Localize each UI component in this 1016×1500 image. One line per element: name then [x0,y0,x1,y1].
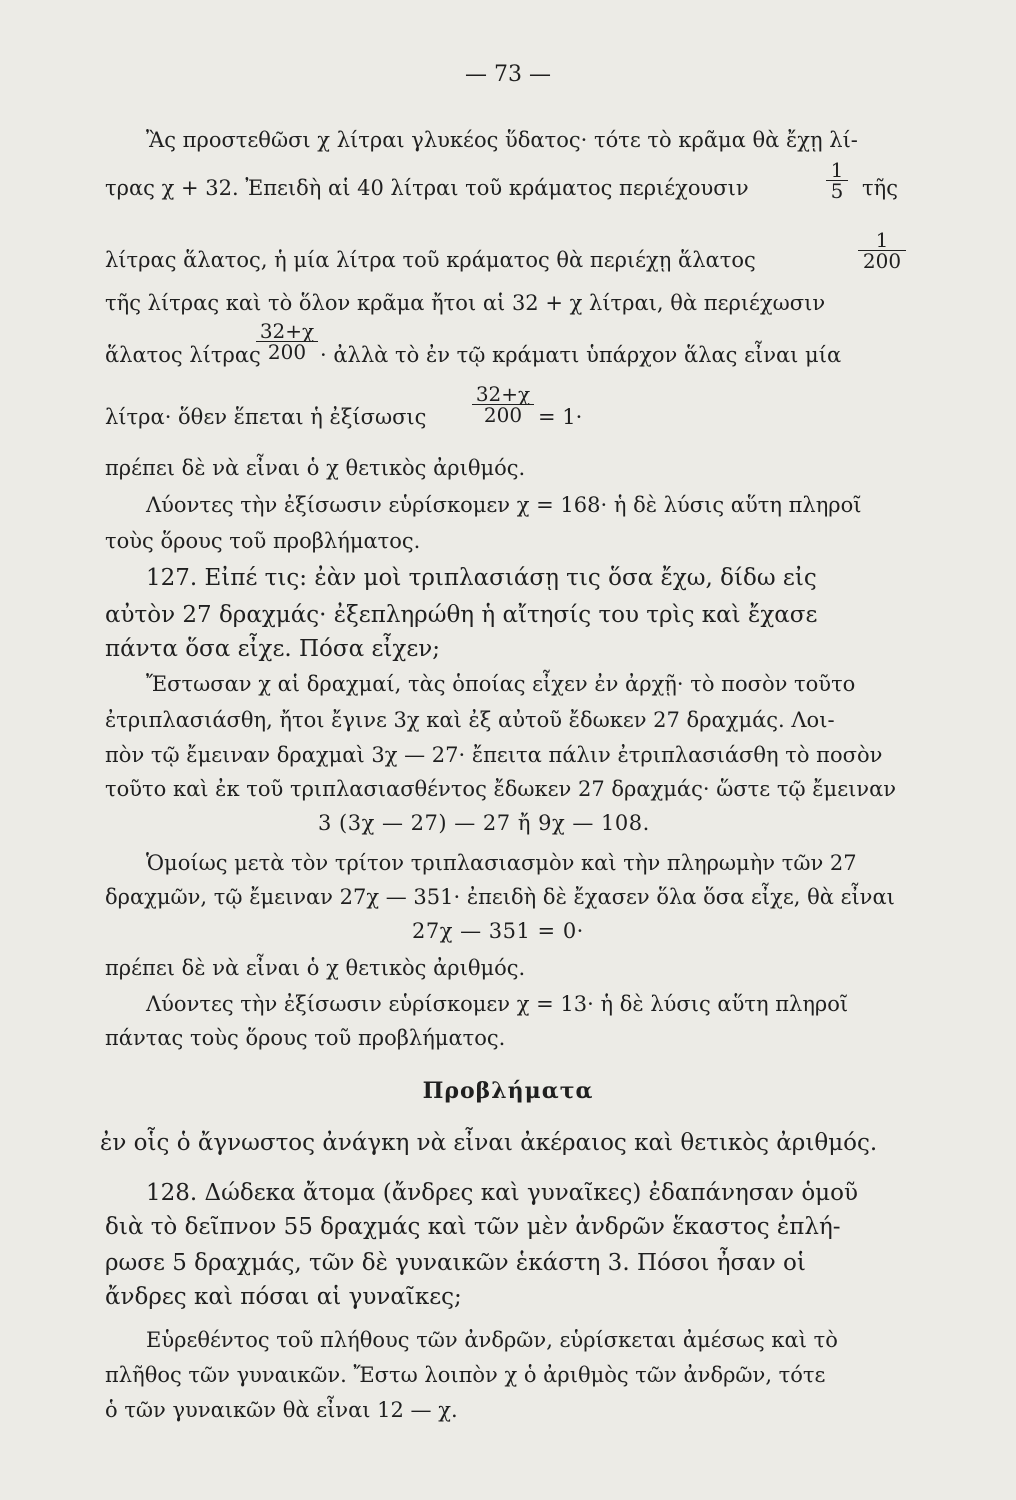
fraction-denominator: 200 [858,250,906,271]
text-line: πάντας τοὺς ὅρους τοῦ προβλήματος. [105,1026,506,1050]
fraction-equation [472,384,534,425]
text-line: πλῆθος τῶν γυναικῶν. Ἔστω λοιπὸν χ ὁ ἀριθμὸς τῶν ἀνδρῶν, τότε [105,1363,826,1387]
text-line: πρέπει δὲ νὰ εἶναι ὁ χ θετικὸς ἀριθμός. [105,456,526,480]
fraction-one-fifth [826,160,848,201]
text-line: πρέπει δὲ νὰ εἶναι ὁ χ θετικὸς ἀριθμός. [105,956,526,980]
text-line: ἐτριπλασιάσθη, ἤτοι ἔγινε 3χ καὶ ἐξ αὐτοῦ ἔδωκεν 27 δραχμάς. Λοι- [105,708,835,732]
text-line: τοῦτο καὶ ἐκ τοῦ τριπλασιασθέντος ἔδωκεν 27 δραχμάς· ὥστε τῷ ἔμειναν [105,777,897,801]
equation-line: 3 (3χ — 27) — 27 ἤ 9χ — 108. [318,811,650,835]
text-line: Εὑρεθέντος τοῦ πλήθους τῶν ἀνδρῶν, εὑρίσκεται ἀμέσως καὶ τὸ [146,1328,838,1352]
text-line: τοὺς ὅρους τοῦ προβλήματος. [105,529,421,553]
fraction-denominator: 200 [472,404,534,425]
text-line: τῆς [862,176,898,200]
text-line: Ἂς προστεθῶσι χ λίτραι γλυκέος ὕδατος· τότε τὸ κρᾶμα θὰ ἔχῃ λί- [146,128,858,152]
text-line: τρας χ + 32. Ἐπειδὴ αἱ 40 λίτραι τοῦ κράματος περιέχουσιν [105,176,749,200]
fraction-numerator: 32+χ [475,382,531,406]
text-line: Λύοντες τὴν ἐξίσωσιν εὑρίσκομεν χ = 13· ἡ δὲ λύσις αὕτη πληροῖ [146,992,849,1016]
fraction-numerator: 1 [830,158,844,182]
text-line: πὸν τῷ ἔμειναν δραχμαὶ 3χ — 27· ἔπειτα πάλιν ἐτριπλασιάσθη τὸ ποσὸν [105,743,883,767]
problem-127-text: αὐτὸν 27 δραχμάς· ἐξεπληρώθη ἡ αἴτησίς του τρὶς καὶ ἔχασε [105,602,818,628]
equation-line: 27χ — 351 = 0· [412,919,584,943]
problem-128-text: ρωσε 5 δραχμάς, τῶν δὲ γυναικῶν ἑκάστη 3. Πόσοι ἦσαν οἱ [105,1250,806,1276]
fraction-denominator: 200 [256,341,318,362]
text-line: ὁ τῶν γυναικῶν θὰ εἶναι 12 — χ. [105,1398,458,1422]
text-line: τῆς λίτρας καὶ τὸ ὅλον κρᾶμα ἤτοι αἱ 32 + χ λίτραι, θὰ περιέχωσιν [105,291,826,315]
problem-127-text: 127. Εἰπέ τις: ἐὰν μοὶ τριπλασιάσῃ τις ὅσα ἔχω, δίδω εἰς [146,565,817,591]
text-line: Ὁμοίως μετὰ τὸν τρίτον τριπλασιασμὸν καὶ τὴν πληρωμὴν τῶν 27 [146,851,857,875]
problem-128-text: διὰ τὸ δεῖπνον 55 δραχμάς καὶ τῶν μὲν ἀνδρῶν ἕκαστος ἐπλή- [105,1214,841,1240]
text-line: λίτρας ἅλατος, ἡ μία λίτρα τοῦ κράματος θὰ περιέχῃ ἅλατος [105,248,756,272]
fraction-numerator: 1 [875,228,889,252]
text-line: Ἔστωσαν χ αἱ δραχμαί, τὰς ὁποίας εἶχεν ἐν ἀρχῇ· τὸ ποσὸν τοῦτο [146,672,856,696]
fraction-32x-over-200 [256,321,318,362]
problem-127-text: πάντα ὅσα εἶχε. Πόσα εἶχεν; [105,636,440,662]
section-heading: Προβλήματα [422,1078,594,1104]
problem-128-text: ἄνδρες καὶ πόσαι αἱ γυναῖκες; [105,1284,462,1310]
text-line: δραχμῶν, τῷ ἔμειναν 27χ — 351· ἐπειδὴ δὲ ἔχασεν ὅλα ὅσα εἶχε, θὰ εἶναι [105,885,895,909]
section-subheading: ἐν οἷς ὁ ἄγνωστος ἀνάγκη νὰ εἶναι ἀκέραιος καὶ θετικὸς ἀριθμός. [100,1130,878,1156]
fraction-one-two-hundredth [858,230,906,271]
text-line: λίτρα· ὅθεν ἕπεται ἡ ἐξίσωσις [105,405,427,429]
page-number: — 73 — [465,62,551,87]
fraction-denominator: 5 [826,180,848,201]
text-line: Λύοντες τὴν ἐξίσωσιν εὑρίσκομεν χ = 168· ἡ δὲ λύσις αὕτη πληροῖ [146,493,862,517]
text-line: ἅλατος λίτρας [105,343,261,367]
text-line: · ἀλλὰ τὸ ἐν τῷ κράματι ὑπάρχον ἅλας εἶναι μία [320,343,842,367]
text-line: = 1· [538,405,583,429]
problem-128-text: 128. Δώδεκα ἄτομα (ἄνδρες καὶ γυναῖκες) ἐδαπάνησαν ὁμοῦ [146,1180,858,1206]
fraction-numerator: 32+χ [259,319,315,343]
